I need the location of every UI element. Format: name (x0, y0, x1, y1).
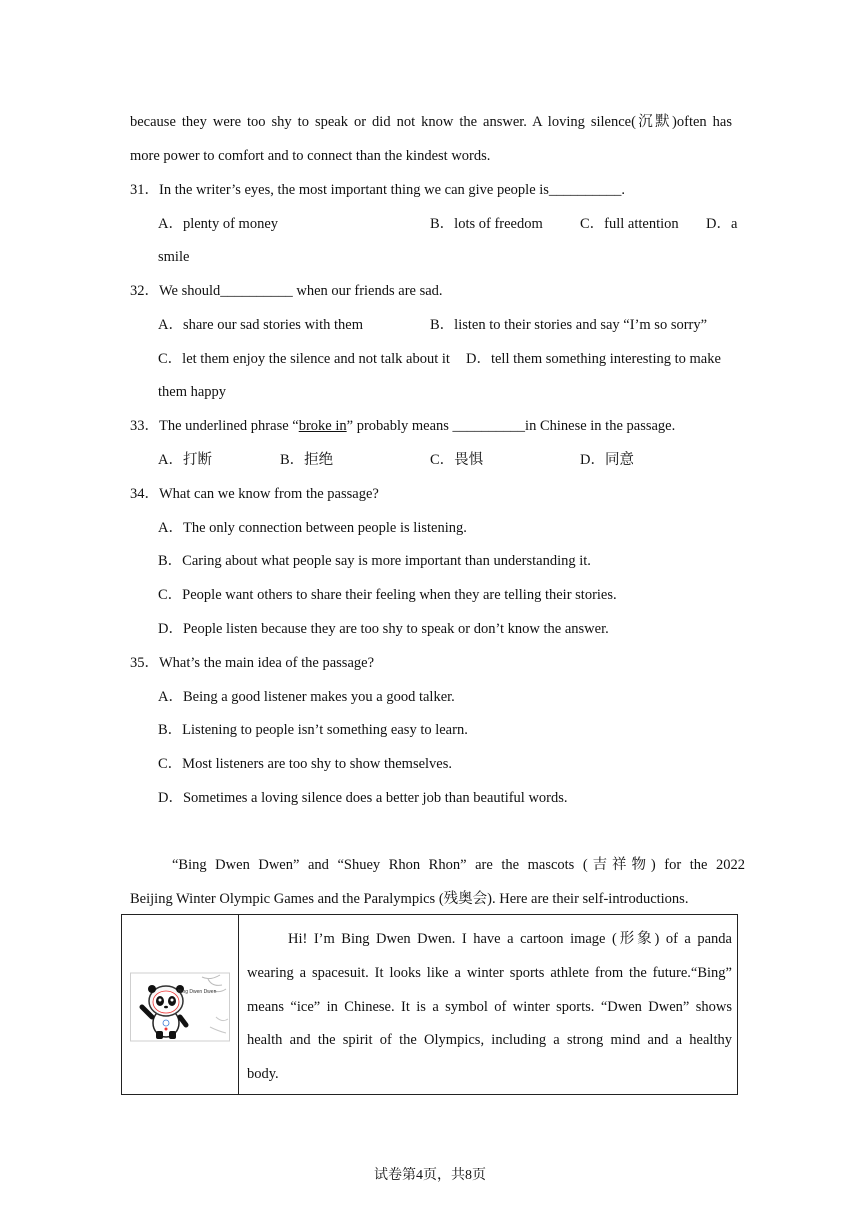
question-31-option-c: C．full attention (580, 216, 679, 232)
question-35-option-a: A．Being a good listener makes you a good talker. (158, 689, 455, 705)
question-35-option-c: C．Most listeners are too shy to show themselves. (158, 756, 453, 772)
question-34-option-d: D．People listen because they are too shy to speak or don’t know the answer. (158, 621, 609, 637)
question-32-option-b: B．listen to their stories and say “I’m so sorry” (430, 317, 708, 333)
question-32-option-a: A．share our sad stories with them (158, 317, 363, 333)
question-35-option-b: B．Listening to people isn’t something easy to learn. (158, 722, 468, 738)
question-32-option-d-cont: them happy (158, 384, 227, 400)
bing-dwen-dwen-image (130, 967, 230, 1047)
question-34-stem: 34．What can we know from the passage? (130, 486, 379, 502)
question-33-option-d: D．同意 (580, 452, 634, 468)
passage2-line-2: Beijing Winter Olympic Games and the Paralympics (残奥会). Here are their self-introductions. (130, 891, 689, 907)
question-34-option-c: C．People want others to share their feeling when they are telling their stories. (158, 587, 617, 603)
bing-dwen-dwen-intro-line-3: means “ice” in Chinese. It is a symbol of winter sports. “Dwen Dwen” shows (247, 999, 732, 1015)
question-34-option-b: B．Caring about what people say is more important than understanding it. (158, 553, 591, 569)
question-31-stem: 31．In the writer’s eyes, the most important thing we can give people is__________. (130, 182, 626, 198)
question-32-stem: 32．We should__________ when our friends are sad. (130, 283, 443, 299)
intro-line-2: more power to comfort and to connect than the kindest words. (130, 148, 491, 164)
question-33-stem (130, 416, 675, 436)
question-31-option-d-cont: smile (158, 249, 190, 265)
question-32-option-d: D．tell them something interesting to make (466, 351, 721, 367)
bing-dwen-dwen-intro-line-1: Hi! I’m Bing Dwen Dwen. I have a cartoon image (形象) of a panda (288, 931, 732, 947)
intro-line-1: because they were too shy to speak or did not know the answer. A loving silence(沉默)often has (130, 114, 732, 130)
bing-dwen-dwen-intro-line-4: health and the spirit of the Olympics, including a strong mind and a healthy (247, 1032, 732, 1048)
table-divider (238, 915, 239, 1094)
question-31-option-d: D．a (706, 216, 738, 232)
page-footer: 试卷第4页，共8页 (374, 1168, 486, 1183)
question-33-stem-after: ” probably means __________in Chinese in the passage. (346, 418, 676, 434)
question-32-option-c: C．let them enjoy the silence and not talk about it (158, 351, 450, 367)
underlined-phrase: broke in (298, 418, 347, 434)
question-35-option-d: D．Sometimes a loving silence does a better job than beautiful words. (158, 790, 568, 806)
question-33-stem-before: 33．The underlined phrase “ (130, 418, 299, 434)
question-33-option-a: A．打断 (158, 452, 212, 468)
image-caption: Bing Dwen Dwen (178, 989, 217, 995)
question-35-stem: 35．What’s the main idea of the passage? (130, 655, 375, 671)
question-34-option-a: A．The only connection between people is listening. (158, 520, 467, 536)
question-33-option-b: B．拒绝 (280, 452, 334, 468)
question-33-option-c: C．畏惧 (430, 452, 484, 468)
question-31-option-b: B．lots of freedom (430, 216, 543, 232)
bing-dwen-dwen-intro-line-2: wearing a spacesuit. It looks like a winter sports athlete from the future.“Bing” (247, 965, 732, 981)
mascot-table (121, 914, 738, 1095)
passage2-line-1: “Bing Dwen Dwen” and “Shuey Rhon Rhon” are the mascots (吉祥物) for the 2022 (172, 857, 745, 873)
panda-mascot-icon (130, 967, 230, 1047)
question-31-option-a: A．plenty of money (158, 216, 279, 232)
bing-dwen-dwen-intro-line-5: body. (247, 1066, 279, 1082)
